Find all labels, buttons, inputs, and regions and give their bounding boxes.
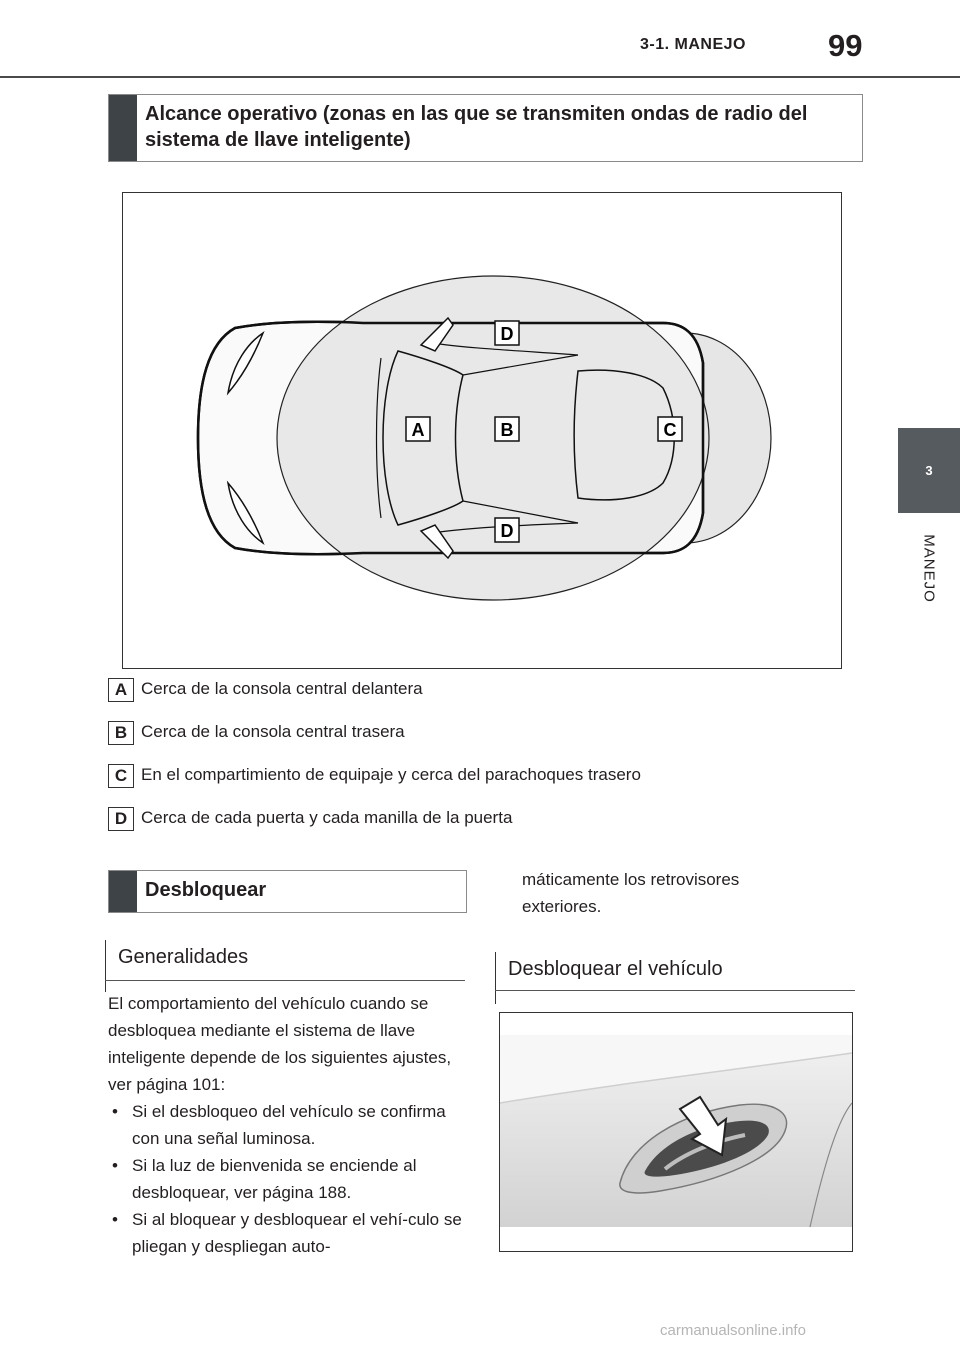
chapter-tab[interactable]: 3 (898, 428, 960, 513)
zone-label-d-bottom (495, 518, 519, 542)
section-heading-range-title: Alcance operativo (zonas en las que se transmiten ondas de radio del sistema de llave inteligente) (145, 103, 808, 151)
bullet-dot: • (112, 1210, 118, 1229)
bullet-item (108, 1206, 468, 1260)
header-rule (0, 76, 960, 78)
legend-key: B (108, 721, 134, 745)
svg-text:B: B (500, 420, 514, 440)
legend-text: Cerca de la consola central delantera (141, 679, 423, 698)
car-top-view-illustration (123, 193, 841, 668)
legend-key: D (108, 807, 134, 831)
bullet-text: Si al bloquear y desbloquear el vehí-culo se pliegan y despliegan auto- (132, 1210, 462, 1256)
legend-text: Cerca de la consola central trasera (141, 722, 405, 741)
svg-text:D: D (500, 324, 514, 344)
range-diagram (122, 192, 842, 669)
legend-key: C (108, 764, 134, 788)
zone-label-b (495, 417, 519, 441)
generalidades-body (108, 990, 468, 1260)
generalidades-intro: El comportamiento del vehículo cuando se desbloquea mediante el sistema de llave inteligente depende de los siguientes ajustes, ver página 101: (108, 994, 452, 1094)
door-handle-figure (499, 1012, 853, 1252)
bullet-text: Si el desbloqueo del vehículo se confirma con una señal luminosa. (132, 1102, 446, 1148)
heading-bar (109, 871, 137, 912)
subheading-rule (495, 990, 855, 991)
zone-label-a (406, 417, 430, 441)
heading-bar (109, 95, 137, 161)
bullet-dot: • (112, 1156, 118, 1175)
section-heading-range (108, 94, 863, 162)
watermark: carmanualsonline.info (660, 1322, 806, 1339)
legend-text: Cerca de cada puerta y cada manilla de la puerta (141, 808, 513, 827)
chapter-tab-label: MANEJO (920, 534, 938, 603)
page-number: 99 (828, 28, 863, 63)
bullet-dot: • (112, 1102, 118, 1121)
subheading-generalidades: Generalidades (105, 940, 458, 992)
section-header: 3-1. MANEJO (640, 36, 746, 53)
legend-text: En el compartimiento de equipaje y cerca del parachoques trasero (141, 765, 641, 784)
subheading-unlock-vehicle: Desbloquear el vehículo (495, 952, 848, 1004)
subheading-rule (105, 980, 465, 981)
zone-label-c (658, 417, 682, 441)
svg-text:A: A (411, 420, 425, 440)
zone-label-d-top (495, 321, 519, 345)
section-heading-unlock-title: Desbloquear (145, 879, 267, 901)
svg-text:C: C (663, 420, 677, 440)
bullet-text: Si la luz de bienvenida se enciende al desbloquear, ver página 188. (132, 1156, 417, 1202)
bullet-item (108, 1152, 468, 1206)
bullet-continuation: máticamente los retrovisores exteriores. (522, 870, 740, 916)
section-heading-unlock (108, 870, 467, 913)
door-handle-illustration (500, 1013, 852, 1251)
svg-text:D: D (500, 521, 514, 541)
legend-key: A (108, 678, 134, 702)
bullet-item (108, 1098, 468, 1152)
